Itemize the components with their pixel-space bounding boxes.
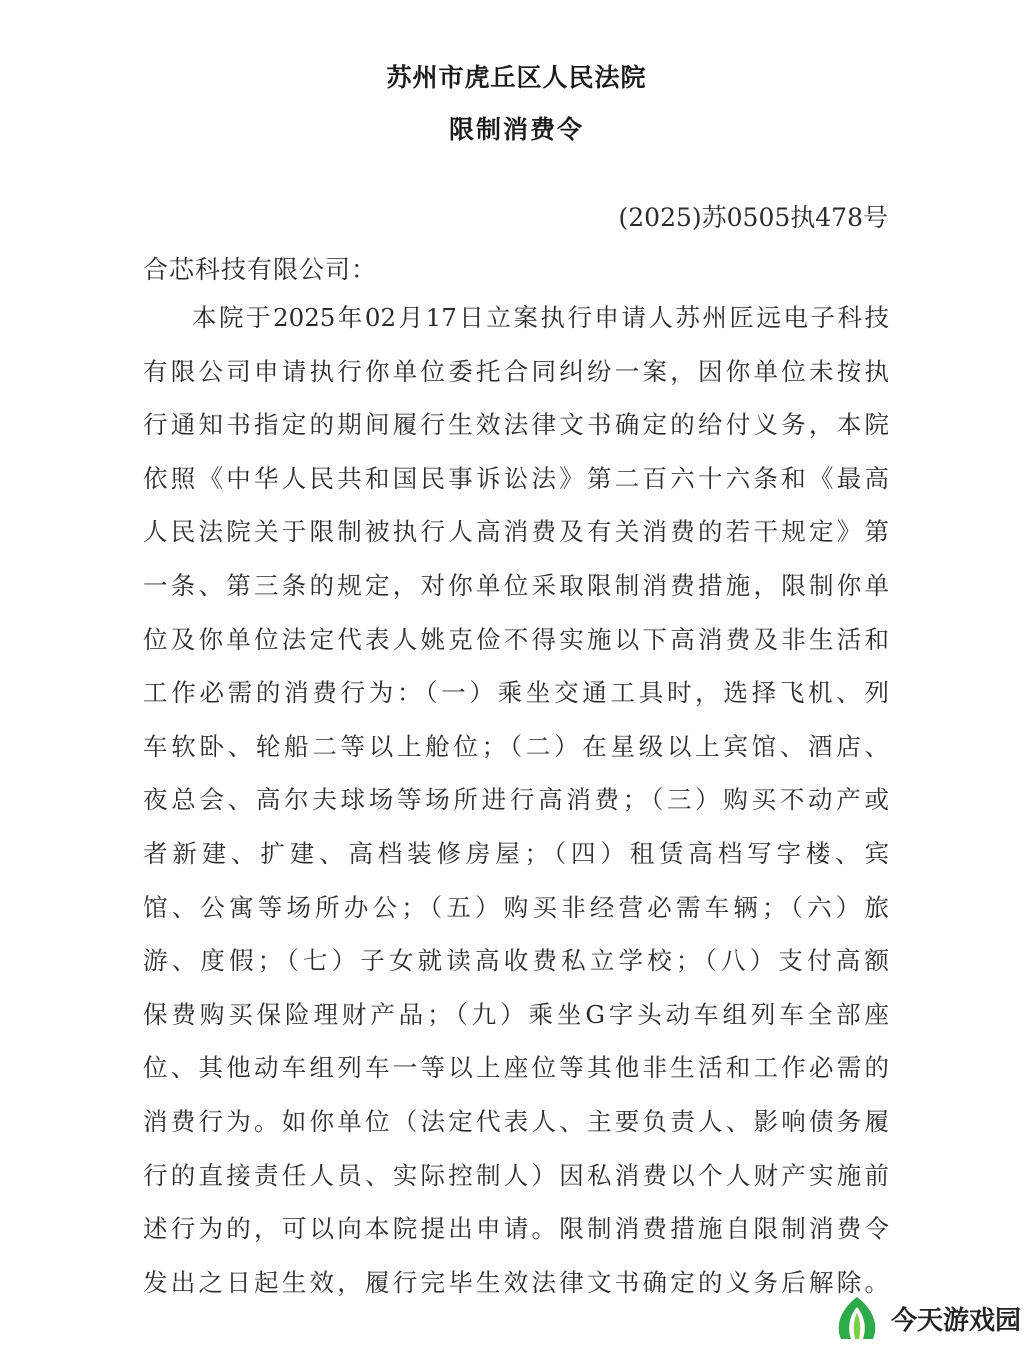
body-line: 工作必需的消费行为：（一）乘坐交通工具时，选择飞机、列 [143,678,889,708]
body-line: 发出之日起生效，履行完毕生效法律文书确定的义务后解除。 [143,1267,889,1297]
order-body [143,300,889,1318]
court-name: 苏州市虎丘区人民法院 [386,63,647,92]
body-line: 本院于2025年02月17日立案执行申请人苏州匠远电子科技 [192,303,889,332]
body-line: 保费购买保险理财产品；（九）乘坐G字头动车组列车全部座 [143,999,889,1029]
body-line: 人民法院关于限制被执行人高消费及有关消费的若干规定》第 [143,517,889,547]
body-line: 游、度假；（七）子女就读高收费私立学校；（八）支付高额 [143,946,889,976]
green-leaf-logo-icon [831,1295,883,1341]
body-line: 夜总会、高尔夫球场等场所进行高消费；（三）购买不动产或 [143,785,889,815]
body-line: 消费行为。如你单位（法定代表人、主要负责人、影响债务履 [143,1106,889,1136]
order-title: 限制消费令 [448,115,584,144]
body-line: 者新建、扩建、高档装修房屋；（四）租赁高档写字楼、宾 [143,838,889,868]
body-line: 车软卧、轮船二等以上舱位；（二）在星级以上宾馆、酒店、 [143,731,889,761]
body-line: 依照《中华人民共和国民事诉讼法》第二百六十六条和《最高 [143,463,889,493]
body-line: 一条、第三条的规定，对你单位采取限制消费措施，限制你单 [143,570,889,600]
body-line: 位、其他动车组列车一等以上座位等其他非生活和工作必需的 [143,1053,889,1083]
body-line: 馆、公寓等场所办公；（五）购买非经营必需车辆；（六）旅 [143,892,889,922]
watermark-text: 今天游戏园 [890,1305,1021,1336]
case-number: (2025)苏0505执478号 [618,203,888,232]
body-line: 位及你单位法定代表人姚克俭不得实施以下高消费及非生活和 [143,624,889,654]
body-line: 行通知书指定的期间履行生效法律文书确定的给付义务，本院 [143,410,889,440]
body-line: 有限公司申请执行你单位委托合同纠纷一案，因你单位未按执 [143,356,889,386]
site-watermark [831,1295,1021,1341]
body-line: 行的直接责任人员、实际控制人）因私消费以个人财产实施前 [143,1160,889,1190]
body-line: 述行为的，可以向本院提出申请。限制消费措施自限制消费令 [143,1214,889,1244]
addressee: 合芯科技有限公司： [143,255,378,284]
